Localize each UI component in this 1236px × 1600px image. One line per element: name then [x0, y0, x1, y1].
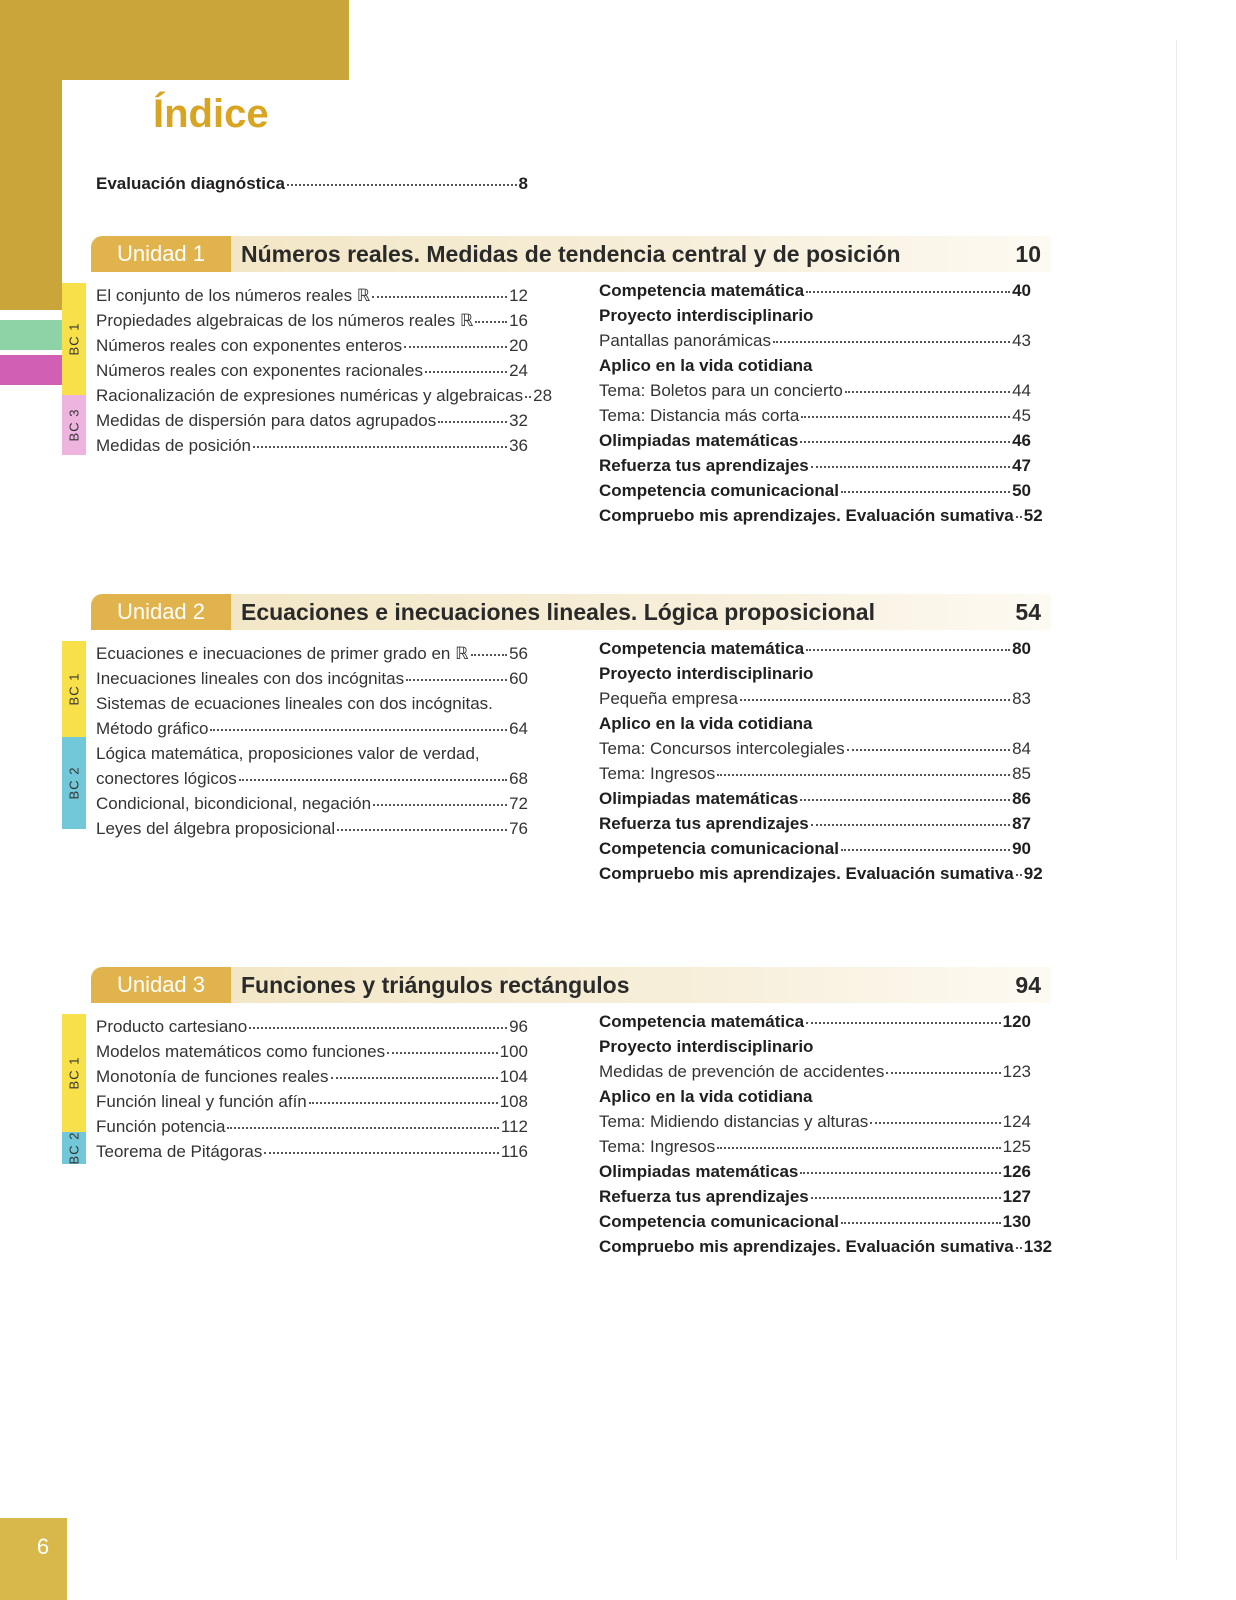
- toc-entry[interactable]: [599, 1184, 1031, 1209]
- toc-entry[interactable]: [599, 1009, 1031, 1034]
- unit-label: Unidad 1: [91, 236, 231, 272]
- unit-title: Funciones y triángulos rectángulos: [241, 972, 630, 998]
- page-title: Índice: [153, 92, 269, 136]
- block-marker: [62, 395, 86, 455]
- entry-page: 12: [509, 286, 528, 305]
- toc-entry[interactable]: [96, 433, 528, 458]
- entry-page: 120: [1002, 1012, 1031, 1031]
- entry-label: Leyes del álgebra proposicional: [96, 819, 336, 838]
- block-label: BC 1: [66, 1056, 82, 1090]
- entry-label: conectores lógicos: [96, 769, 237, 788]
- toc-entry[interactable]: [96, 283, 528, 308]
- toc-entry[interactable]: [96, 1039, 528, 1064]
- leader-dots: [801, 416, 1010, 418]
- toc-entry[interactable]: [599, 453, 1031, 478]
- entry-page: 60: [509, 669, 528, 688]
- unit-label: Unidad 2: [91, 594, 231, 630]
- entry-label: Producto cartesiano: [96, 1017, 248, 1036]
- leader-dots: [438, 421, 507, 423]
- toc-entry[interactable]: [599, 811, 1031, 836]
- leader-dots: [264, 1152, 499, 1154]
- leader-dots: [847, 749, 1010, 751]
- leader-dots: [309, 1102, 498, 1104]
- entry-page: 104: [499, 1067, 528, 1086]
- header-gold-bar: [0, 0, 349, 80]
- unit-3-banner[interactable]: [91, 967, 1051, 1003]
- entry-page: 87: [1012, 814, 1031, 833]
- toc-section-heading: Aplico en la vida cotidiana: [599, 714, 813, 733]
- unit-1-lessons: [96, 283, 553, 458]
- entry-label: Competencia matemática: [599, 1012, 805, 1031]
- entry-page: 112: [500, 1117, 528, 1136]
- toc-section-heading: Aplico en la vida cotidiana: [599, 1087, 813, 1106]
- leader-dots: [210, 729, 507, 731]
- entry-label: Compruebo mis aprendizajes. Evaluación sumativa: [599, 1237, 1014, 1256]
- leader-dots: [811, 824, 1010, 826]
- diagnostic-label: Evaluación diagnóstica: [96, 174, 285, 193]
- toc-entry[interactable]: [96, 1089, 528, 1114]
- entry-page: 50: [1012, 481, 1031, 500]
- leader-dots: [773, 341, 1010, 343]
- toc-section-heading: Proyecto interdisciplinario: [599, 306, 814, 325]
- entry-page: 86: [1012, 789, 1031, 808]
- toc-entry[interactable]: [599, 1159, 1031, 1184]
- leader-dots: [870, 1122, 1000, 1124]
- leader-dots: [806, 1022, 1001, 1024]
- unit-title: Ecuaciones e inecuaciones lineales. Lógica proposicional: [241, 599, 875, 625]
- block-marker: [62, 283, 86, 395]
- toc-entry[interactable]: [599, 761, 1031, 786]
- toc-entry[interactable]: [96, 1064, 528, 1089]
- toc-entry[interactable]: [599, 1109, 1031, 1134]
- unit-title: Números reales. Medidas de tendencia central y de posición: [241, 241, 901, 267]
- entry-page: 84: [1012, 739, 1031, 758]
- unit-3-sections: [599, 1009, 1053, 1259]
- leader-dots: [1016, 874, 1022, 876]
- entry-label: Monotonía de funciones reales: [96, 1067, 329, 1086]
- entry-label: Refuerza tus aprendizajes: [599, 456, 809, 475]
- block-label: BC 2: [66, 766, 82, 800]
- entry-page: 123: [1002, 1062, 1031, 1081]
- unit-2-banner[interactable]: [91, 594, 1051, 630]
- leader-dots: [800, 441, 1010, 443]
- entry-label: Competencia comunicacional: [599, 481, 839, 500]
- unit-3-block-bar: [62, 1014, 86, 1164]
- entry-label: Refuerza tus aprendizajes: [599, 1187, 809, 1206]
- unit-page: 94: [1015, 972, 1041, 998]
- block-marker: [62, 641, 86, 737]
- toc-entry[interactable]: [599, 736, 1031, 761]
- entry-page: 80: [1012, 639, 1031, 658]
- entry-label: Función lineal y función afín: [96, 1092, 307, 1111]
- green-side-strip: [0, 320, 62, 350]
- leader-dots: [372, 296, 507, 298]
- toc-entry[interactable]: [599, 378, 1031, 403]
- entry-label: Condicional, bicondicional, negación: [96, 794, 372, 813]
- toc-entry[interactable]: [96, 1114, 528, 1139]
- toc-entry[interactable]: [599, 278, 1031, 303]
- entry-label: Función potencia: [96, 1117, 226, 1136]
- toc-entry[interactable]: [96, 358, 528, 383]
- entry-page: 44: [1012, 381, 1031, 400]
- unit-page: 10: [1015, 241, 1041, 267]
- entry-label: Medidas de prevención de accidentes: [599, 1062, 885, 1081]
- entry-label: Compruebo mis aprendizajes. Evaluación sumativa: [599, 864, 1014, 883]
- unit-1-block-bar: [62, 283, 86, 455]
- leader-dots: [800, 1172, 1000, 1174]
- leader-dots: [841, 491, 1010, 493]
- leader-dots: [811, 466, 1010, 468]
- entry-label: Modelos matemáticos como funciones: [96, 1042, 386, 1061]
- diagnostic-entry[interactable]: [96, 174, 528, 194]
- entry-page: 96: [509, 1017, 528, 1036]
- toc-entry[interactable]: [96, 716, 528, 741]
- entry-label: Competencia matemática: [599, 639, 805, 658]
- leader-dots: [717, 774, 1010, 776]
- toc-entry-line[interactable]: Sistemas de ecuaciones lineales con dos incógnitas.: [96, 694, 493, 713]
- entry-page: 100: [499, 1042, 528, 1061]
- entry-page: 32: [509, 411, 528, 430]
- leader-dots: [387, 1052, 497, 1054]
- entry-page: 46: [1012, 431, 1031, 450]
- entry-label: Números reales con exponentes enteros: [96, 336, 403, 355]
- entry-page: 125: [1002, 1137, 1031, 1156]
- page-edge-line: [1176, 40, 1177, 1560]
- entry-page: 40: [1012, 281, 1031, 300]
- leader-dots: [227, 1127, 498, 1129]
- toc-entry[interactable]: [599, 1059, 1031, 1084]
- entry-page: 92: [1023, 864, 1043, 883]
- entry-label: Competencia matemática: [599, 281, 805, 300]
- toc-entry[interactable]: [599, 836, 1031, 861]
- entry-label: Método gráfico: [96, 719, 209, 738]
- entry-page: 52: [1023, 506, 1043, 525]
- entry-label: Tema: Concursos intercolegiales: [599, 739, 845, 758]
- leader-dots: [253, 446, 507, 448]
- unit-1-banner[interactable]: [91, 236, 1051, 272]
- entry-label: Tema: Midiendo distancias y alturas: [599, 1112, 869, 1131]
- entry-label: Medidas de posición: [96, 436, 251, 455]
- block-label: BC 1: [66, 322, 82, 356]
- entry-page: 83: [1012, 689, 1031, 708]
- entry-page: 85: [1012, 764, 1031, 783]
- block-label: BC 1: [66, 672, 82, 706]
- toc-entry[interactable]: [96, 1139, 528, 1164]
- toc-entry[interactable]: [599, 1209, 1031, 1234]
- entry-label: Tema: Ingresos: [599, 764, 716, 783]
- entry-label: Ecuaciones e inecuaciones de primer grado en ℝ: [96, 644, 469, 663]
- magenta-side-strip: [0, 355, 62, 385]
- leader-dots: [406, 679, 507, 681]
- toc-entry[interactable]: [599, 403, 1031, 428]
- entry-label: Refuerza tus aprendizajes: [599, 814, 809, 833]
- toc-entry[interactable]: [96, 791, 528, 816]
- entry-page: 47: [1012, 456, 1031, 475]
- block-marker: [62, 737, 86, 829]
- entry-page: 132: [1023, 1237, 1053, 1256]
- side-gold-bar: [0, 80, 62, 310]
- entry-page: 127: [1002, 1187, 1031, 1206]
- unit-2-block-bar: [62, 641, 86, 829]
- leader-dots: [471, 654, 508, 656]
- entry-label: Tema: Distancia más corta: [599, 406, 800, 425]
- leader-dots: [1016, 516, 1022, 518]
- block-marker: [62, 1014, 86, 1132]
- entry-page: 64: [509, 719, 528, 738]
- toc-section-heading: Proyecto interdisciplinario: [599, 1037, 814, 1056]
- toc-entry[interactable]: [96, 766, 528, 791]
- entry-label: Olimpiadas matemáticas: [599, 789, 799, 808]
- leader-dots: [841, 1222, 1001, 1224]
- leader-dots: [841, 849, 1010, 851]
- entry-label: Pantallas panorámicas: [599, 331, 771, 350]
- leader-dots: [886, 1072, 1000, 1074]
- entry-page: 24: [509, 361, 528, 380]
- leader-dots: [806, 649, 1010, 651]
- entry-label: Números reales con exponentes racionales: [96, 361, 423, 380]
- leader-dots: [287, 184, 517, 186]
- toc-entry[interactable]: [96, 641, 528, 666]
- block-marker: [62, 1132, 86, 1164]
- toc-section-heading: Aplico en la vida cotidiana: [599, 356, 813, 375]
- entry-page: 36: [509, 436, 528, 455]
- toc-entry[interactable]: [599, 503, 1043, 528]
- leader-dots: [373, 804, 507, 806]
- block-label: BC 2: [66, 1131, 82, 1165]
- toc-entry[interactable]: [599, 478, 1031, 503]
- entry-label: El conjunto de los números reales ℝ: [96, 286, 371, 305]
- toc-entry[interactable]: [96, 816, 528, 841]
- entry-label: Medidas de dispersión para datos agrupados: [96, 411, 437, 430]
- leader-dots: [249, 1027, 507, 1029]
- entry-label: Olimpiadas matemáticas: [599, 431, 799, 450]
- leader-dots: [740, 699, 1010, 701]
- leader-dots: [717, 1147, 1000, 1149]
- leader-dots: [1016, 1247, 1022, 1249]
- entry-page: 45: [1012, 406, 1031, 425]
- entry-label: Tema: Boletos para un concierto: [599, 381, 843, 400]
- entry-page: 28: [533, 386, 553, 405]
- toc-entry[interactable]: [599, 861, 1043, 886]
- leader-dots: [404, 346, 507, 348]
- leader-dots: [337, 829, 507, 831]
- entry-page: 72: [509, 794, 528, 813]
- entry-label: Compruebo mis aprendizajes. Evaluación sumativa: [599, 506, 1014, 525]
- entry-page: 116: [500, 1142, 528, 1161]
- leader-dots: [525, 396, 531, 398]
- toc-entry[interactable]: [599, 636, 1031, 661]
- toc-entry[interactable]: [599, 786, 1031, 811]
- toc-entry[interactable]: [599, 328, 1031, 353]
- leader-dots: [475, 321, 507, 323]
- entry-page: 108: [499, 1092, 528, 1111]
- entry-page: 16: [509, 311, 528, 330]
- entry-label: Competencia comunicacional: [599, 839, 839, 858]
- entry-label: Tema: Ingresos: [599, 1137, 716, 1156]
- entry-label: Racionalización de expresiones numéricas y algebraicas: [96, 386, 524, 405]
- entry-label: Competencia comunicacional: [599, 1212, 839, 1231]
- entry-page: 43: [1012, 331, 1031, 350]
- unit-3-lessons: [96, 1014, 528, 1164]
- leader-dots: [425, 371, 507, 373]
- block-label: BC 3: [66, 408, 82, 442]
- entry-label: Propiedades algebraicas de los números reales ℝ: [96, 311, 474, 330]
- toc-entry[interactable]: [599, 1134, 1031, 1159]
- entry-page: 20: [509, 336, 528, 355]
- unit-page: 54: [1015, 599, 1041, 625]
- entry-label: Teorema de Pitágoras: [96, 1142, 263, 1161]
- toc-section-heading: Proyecto interdisciplinario: [599, 664, 814, 683]
- toc-entry[interactable]: [96, 308, 528, 333]
- leader-dots: [845, 391, 1010, 393]
- unit-2-sections: [599, 636, 1043, 886]
- toc-entry[interactable]: [96, 408, 528, 433]
- entry-page: 90: [1012, 839, 1031, 858]
- entry-label: Pequeña empresa: [599, 689, 738, 708]
- entry-page: 68: [509, 769, 528, 788]
- toc-entry-line[interactable]: Lógica matemática, proposiciones valor de verdad,: [96, 744, 480, 763]
- diagnostic-page: 8: [518, 174, 528, 193]
- leader-dots: [800, 799, 1010, 801]
- unit-label: Unidad 3: [91, 967, 231, 1003]
- toc-entry[interactable]: [96, 666, 528, 691]
- toc-entry[interactable]: [96, 1014, 528, 1039]
- leader-dots: [811, 1197, 1001, 1199]
- toc-entry[interactable]: [599, 428, 1031, 453]
- unit-2-lessons: [96, 641, 528, 841]
- entry-label: Inecuaciones lineales con dos incógnitas: [96, 669, 405, 688]
- leader-dots: [331, 1077, 498, 1079]
- toc-entry[interactable]: [599, 686, 1031, 711]
- unit-1-sections: [599, 278, 1043, 528]
- entry-page: 124: [1002, 1112, 1031, 1131]
- toc-entry[interactable]: [96, 383, 553, 408]
- entry-page: 56: [509, 644, 528, 663]
- toc-entry[interactable]: [96, 333, 528, 358]
- leader-dots: [239, 779, 507, 781]
- entry-page: 76: [509, 819, 528, 838]
- entry-page: 130: [1002, 1212, 1031, 1231]
- entry-page: 126: [1002, 1162, 1031, 1181]
- page-number: 6: [36, 1534, 50, 1559]
- leader-dots: [806, 291, 1010, 293]
- toc-entry[interactable]: [599, 1234, 1053, 1259]
- entry-label: Olimpiadas matemáticas: [599, 1162, 799, 1181]
